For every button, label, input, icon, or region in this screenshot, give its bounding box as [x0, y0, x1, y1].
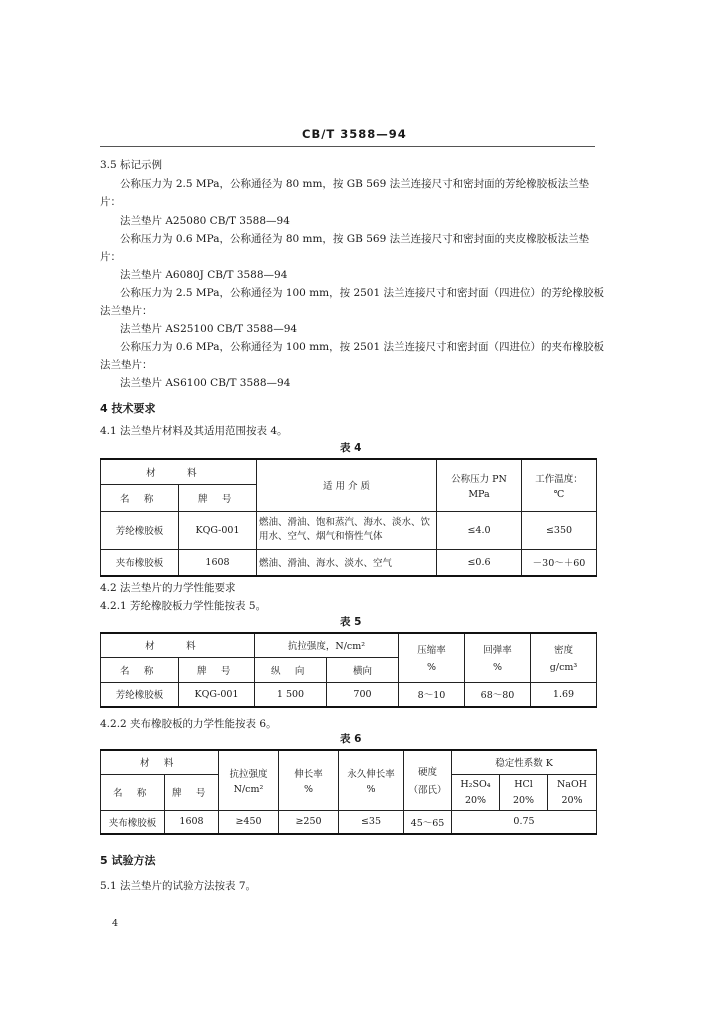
table-4-cell: ≤0.6 — [437, 549, 522, 576]
table-5-density-header — [531, 633, 597, 682]
table-4 — [100, 458, 597, 577]
table-4-pressure-label: 公称压力 PN — [451, 473, 507, 485]
table-6-tensile-unit: N/cm² — [233, 783, 264, 795]
table-6-cell: ≤35 — [339, 810, 404, 834]
marking-designation: 法兰垫片 A6080J CB/T 3588—94 — [120, 269, 288, 281]
table-6-elong-unit: % — [303, 783, 314, 795]
section-5-1: 5.1 法兰垫片的试验方法按表 7。 — [100, 880, 257, 892]
table-5-caption: 表 5 — [340, 616, 362, 628]
marking-designation: 法兰垫片 AS25100 CB/T 3588—94 — [120, 323, 298, 335]
table-6-naoh-label: NaOH — [556, 778, 588, 790]
table-4-cell: －30～＋60 — [522, 549, 597, 576]
table-4-grade-header: 牌 号 — [179, 484, 257, 511]
table-6-cell: 0.75 — [452, 810, 597, 834]
table-6-h2so4-label: H₂SO₄ — [460, 778, 491, 790]
table-4-cell: ≤350 — [522, 511, 597, 549]
table-6-elong-header — [279, 750, 339, 810]
table-5-grade-header: 牌 号 — [179, 657, 255, 682]
section-4-2-1: 4.2.1 芳纶橡胶板力学性能按表 5。 — [100, 600, 267, 612]
table-6-h2so4-conc: 20% — [464, 794, 487, 806]
table-row — [101, 511, 597, 549]
section-4-heading: 4 技术要求 — [100, 402, 156, 415]
table-4-pressure-header — [437, 459, 522, 511]
table-5-compress-label: 压缩率 — [417, 645, 446, 657]
table-5-cell: 1.69 — [531, 682, 597, 707]
table-5-compress-unit: % — [426, 662, 437, 674]
table-4-cell: 燃油、滑油、海水、淡水、空气 — [257, 549, 437, 576]
marking-designation: 法兰垫片 AS6100 CB/T 3588—94 — [120, 377, 291, 389]
table-4-cell: 燃油、滑油、饱和蒸汽、海水、淡水、饮用水、空气、烟气和惰性气体 — [257, 511, 437, 549]
marking-line: 法兰垫片： — [100, 359, 153, 371]
table-6-grade-header: 牌 号 — [165, 774, 219, 810]
table-6-hcl-label: HCl — [514, 778, 533, 790]
table-6-perm-header — [339, 750, 404, 810]
section-5-heading: 5 试验方法 — [100, 854, 156, 867]
table-5-rebound-label: 回弹率 — [483, 645, 512, 657]
marking-line: 公称压力为 2.5 MPa，公称通径为 100 mm，按 2501 法兰连接尺寸和密封面（四进位）的芳纶橡胶板 — [120, 287, 605, 299]
table-6-naoh-conc: 20% — [561, 794, 583, 806]
table-6-hardness-header — [404, 750, 452, 810]
table-5-rebound-unit: % — [492, 662, 503, 674]
marking-line: 片： — [100, 196, 121, 208]
table-6-cell: 夹布橡胶板 — [101, 810, 165, 834]
section-4-2: 4.2 法兰垫片的力学性能要求 — [100, 582, 236, 594]
marking-line: 公称压力为 2.5 MPa，公称通径为 80 mm，按 GB 569 法兰连接尺寸和密封面的芳纶橡胶板法兰垫 — [120, 178, 590, 190]
marking-line: 公称压力为 0.6 MPa，公称通径为 80 mm，按 GB 569 法兰连接尺寸和密封面的夹皮橡胶板法兰垫 — [120, 233, 590, 245]
table-5-cell: 芳纶橡胶板 — [101, 682, 179, 707]
table-4-temp-unit: ℃ — [553, 488, 565, 500]
table-6-material-header: 材 料 — [101, 750, 219, 774]
table-5-density-label: 密度 — [553, 645, 573, 657]
table-6-hcl-header — [500, 774, 548, 810]
document-standard-header: CB/T 3588—94 — [302, 127, 407, 141]
table-4-pressure-unit: MPa — [468, 488, 490, 500]
table-5-cell: KQG-001 — [179, 682, 255, 707]
marking-line: 片： — [100, 251, 121, 263]
page-number: 4 — [112, 918, 119, 929]
table-5-cell: 8～10 — [399, 682, 465, 707]
table-5-name-header: 名 称 — [101, 657, 179, 682]
table-5-material-header: 材 料 — [101, 633, 255, 657]
table-5-longitudinal-header: 纵 向 — [255, 657, 327, 682]
table-row — [101, 549, 597, 576]
table-row — [101, 682, 597, 707]
section-4-2-2: 4.2.2 夹布橡胶板的力学性能按表 6。 — [100, 718, 277, 730]
table-6-perm-label: 永久伸长率 — [347, 768, 395, 780]
table-6-perm-unit: % — [366, 783, 376, 795]
table-6-hcl-conc: 20% — [512, 794, 535, 806]
table-6-hardness-unit: （邵氏） — [408, 785, 447, 797]
table-4-cell: 夹布橡胶板 — [101, 549, 179, 576]
table-5 — [100, 632, 597, 708]
table-4-caption: 表 4 — [340, 442, 362, 454]
section-4-1: 4.1 法兰垫片材料及其适用范围按表 4。 — [100, 425, 288, 437]
table-4-name-header: 名 称 — [101, 484, 179, 511]
table-6-stability-header: 稳定性系数 K — [452, 750, 597, 774]
table-4-material-header: 材 料 — [101, 459, 257, 484]
table-4-cell: 芳纶橡胶板 — [101, 511, 179, 549]
table-4-cell: ≤4.0 — [437, 511, 522, 549]
table-6-elong-label: 伸长率 — [294, 768, 323, 780]
header-rule — [100, 146, 595, 147]
table-5-rebound-header — [465, 633, 531, 682]
table-5-cell: 1 500 — [255, 682, 327, 707]
marking-heading: 3.5 标记示例 — [100, 159, 163, 171]
table-5-cell: 700 — [327, 682, 399, 707]
table-6-cell: 1608 — [165, 810, 219, 834]
table-6 — [100, 749, 597, 835]
table-4-temp-header — [522, 459, 597, 511]
table-4-cell: KQG-001 — [179, 511, 257, 549]
table-6-naoh-header — [548, 774, 597, 810]
marking-line: 公称压力为 0.6 MPa，公称通径为 100 mm，按 2501 法兰连接尺寸和密封面（四进位）的夹布橡胶板 — [120, 341, 605, 353]
table-5-tensile-header: 抗拉强度，N/cm² — [255, 633, 399, 657]
marking-line: 法兰垫片： — [100, 305, 153, 317]
table-6-cell: 45～65 — [404, 810, 452, 834]
table-6-h2so4-header — [452, 774, 500, 810]
table-4-cell: 1608 — [179, 549, 257, 576]
table-6-tensile-header — [219, 750, 279, 810]
table-row — [101, 810, 597, 834]
table-6-hardness-label: 硬度 — [417, 767, 437, 779]
table-5-cell: 68～80 — [465, 682, 531, 707]
table-6-tensile-label: 抗拉强度 — [229, 768, 268, 780]
table-5-transverse-header: 横向 — [327, 657, 399, 682]
table-4-medium-header: 适 用 介 质 — [257, 459, 437, 511]
table-6-caption: 表 6 — [340, 733, 362, 745]
marking-designation: 法兰垫片 A25080 CB/T 3588—94 — [120, 215, 290, 227]
table-5-density-unit: g/cm³ — [549, 662, 578, 674]
table-4-temp-label: 工作温度： — [535, 473, 583, 485]
table-6-name-header: 名 称 — [101, 774, 165, 810]
table-6-cell: ≥450 — [219, 810, 279, 834]
table-6-cell: ≥250 — [279, 810, 339, 834]
table-5-compress-header — [399, 633, 465, 682]
